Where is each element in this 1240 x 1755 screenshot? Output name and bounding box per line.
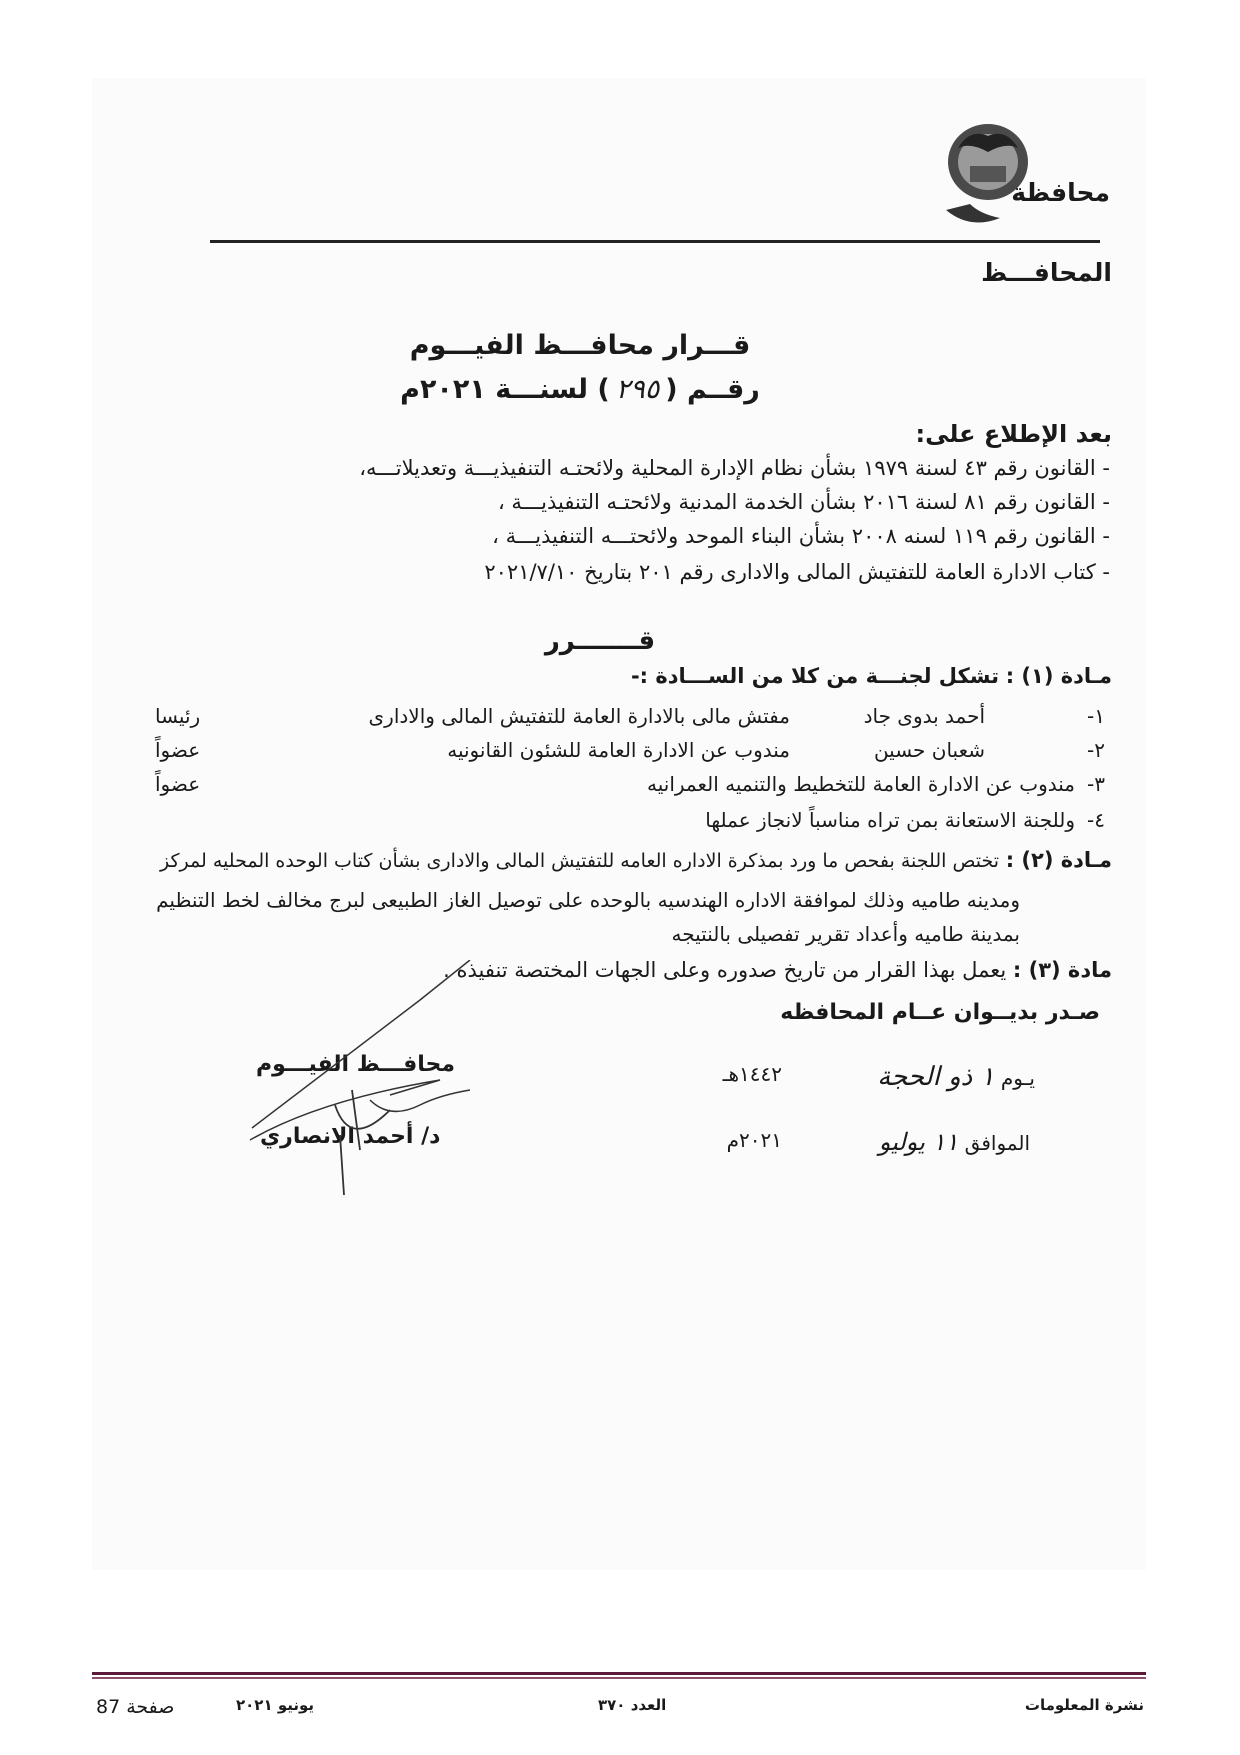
preamble-item: - القانون رقم ٨١ لسنة ٢٠١٦ بشأن الخدمة المدنية ولائحتـه التنفيذيـــة ، bbox=[497, 490, 1110, 514]
handwritten-signature bbox=[240, 960, 480, 1200]
article-2-line: تختص اللجنة بفحص ما ورد بمذكرة الاداره العامه للتفتيش المالى والادارى بشأن كتاب الوحده المحليه لمركز bbox=[160, 850, 1000, 872]
member-description: مندوب عن الادارة العامة للتخطيط والتنميه العمرانيه bbox=[647, 772, 1075, 796]
member-role: عضواً bbox=[155, 772, 201, 796]
member-role: عضواً bbox=[155, 738, 201, 762]
member-description: مفتش مالى بالادارة العامة للتفتيش المالى والادارى bbox=[368, 704, 790, 728]
member-role: رئيسا bbox=[155, 704, 201, 728]
decree-number-prefix: رقــم ( bbox=[665, 374, 760, 405]
decision-heading: قـــــــرر bbox=[544, 626, 656, 656]
date-day bbox=[877, 1062, 1035, 1092]
footer-publication: نشرة المعلومات bbox=[1024, 1696, 1144, 1714]
date-greg-label: الموافق bbox=[964, 1131, 1030, 1155]
date-day-handwritten: ١ ذو الحجة bbox=[877, 1062, 995, 1092]
member-number: ١- bbox=[1087, 704, 1105, 728]
member-description: وللجنة الاستعانة بمن تراه مناسباً لانجاز عملها bbox=[705, 808, 1075, 832]
governorate-logo bbox=[940, 118, 1036, 230]
date-gregorian bbox=[879, 1128, 1030, 1156]
member-number: ٣- bbox=[1087, 772, 1105, 796]
article-2-line: ومدينه طاميه وذلك لموافقة الاداره الهندسيه بالوحده على توصيل الغاز الطبيعى لبرج مخالف لخط التنظيم bbox=[156, 888, 1020, 912]
article-2 bbox=[160, 848, 1112, 872]
member-name: أحمد بدوى جاد bbox=[863, 704, 985, 728]
article-1-label: مـادة (١) : bbox=[1005, 664, 1112, 688]
member-description: مندوب عن الادارة العامة للشئون القانونيه bbox=[447, 738, 790, 762]
date-greg-handwritten: ١١ يوليو bbox=[878, 1128, 959, 1156]
preamble-heading: بعد الإطلاع على: bbox=[915, 420, 1112, 448]
governorate-name: محافظة bbox=[1011, 178, 1110, 207]
article-2-line: بمدينة طاميه وأعداد تقرير تفصيلى بالنتيجه bbox=[671, 922, 1020, 946]
decree-title: قـــرار محافـــظ الفيـــوم bbox=[409, 330, 751, 361]
article-1-text: تشكل لجنـــة من كلا من الســـادة :- bbox=[630, 664, 1000, 688]
footer-rule bbox=[92, 1672, 1146, 1675]
preamble-item: - القانون رقم ٤٣ لسنة ١٩٧٩ بشأن نظام الإدارة المحلية ولائحتـه التنفيذيـــة وتعديلاتـــه، bbox=[359, 456, 1110, 480]
signatory-name: د/ أحمد الانصاري bbox=[260, 1124, 441, 1149]
article-1 bbox=[631, 664, 1112, 688]
footer-issue: العدد ٣٧٠ bbox=[598, 1696, 667, 1714]
footer-month: يونيو ٢٠٢١ bbox=[236, 1696, 315, 1714]
article-2-label: مـادة (٢) : bbox=[1005, 848, 1112, 872]
article-3 bbox=[443, 958, 1112, 982]
preamble-item: - كتاب الادارة العامة للتفتيش المالى والادارى رقم ٢٠١ بتاريخ ٢٠٢١/٧/١٠ bbox=[484, 560, 1110, 584]
date-day-label: يـوم bbox=[1000, 1066, 1035, 1090]
hijri-year: ١٤٤٢هـ bbox=[722, 1062, 782, 1086]
issued-at: صـدر بديــوان عــام المحافظه bbox=[780, 1000, 1100, 1025]
article-3-text: يعمل بهذا القرار من تاريخ صدوره وعلى الجهات المختصة تنفيذه . bbox=[443, 958, 1007, 982]
decree-number-suffix: ) لسنـــة ٢٠٢١م bbox=[400, 374, 610, 405]
decree-number-line bbox=[0, 374, 1240, 405]
gregorian-year: ٢٠٢١م bbox=[726, 1128, 782, 1152]
article-3-label: مادة (٣) : bbox=[1012, 958, 1112, 982]
decree-number: ٢٩٥ bbox=[615, 374, 660, 405]
member-number: ٢- bbox=[1087, 738, 1105, 762]
member-number: ٤- bbox=[1087, 808, 1105, 832]
preamble-item: - القانون رقم ١١٩ لسنه ٢٠٠٨ بشأن البناء الموحد ولائحتـــه التنفيذيـــة ، bbox=[492, 524, 1110, 548]
office-label: المحافـــظ bbox=[981, 258, 1112, 287]
signatory-title: محافـــظ الفيـــوم bbox=[256, 1052, 456, 1077]
footer-rule-thin bbox=[92, 1677, 1146, 1679]
header-rule bbox=[210, 240, 1100, 243]
member-name: شعبان حسين bbox=[873, 738, 985, 762]
footer-page-number: صفحة 87 bbox=[96, 1696, 175, 1718]
